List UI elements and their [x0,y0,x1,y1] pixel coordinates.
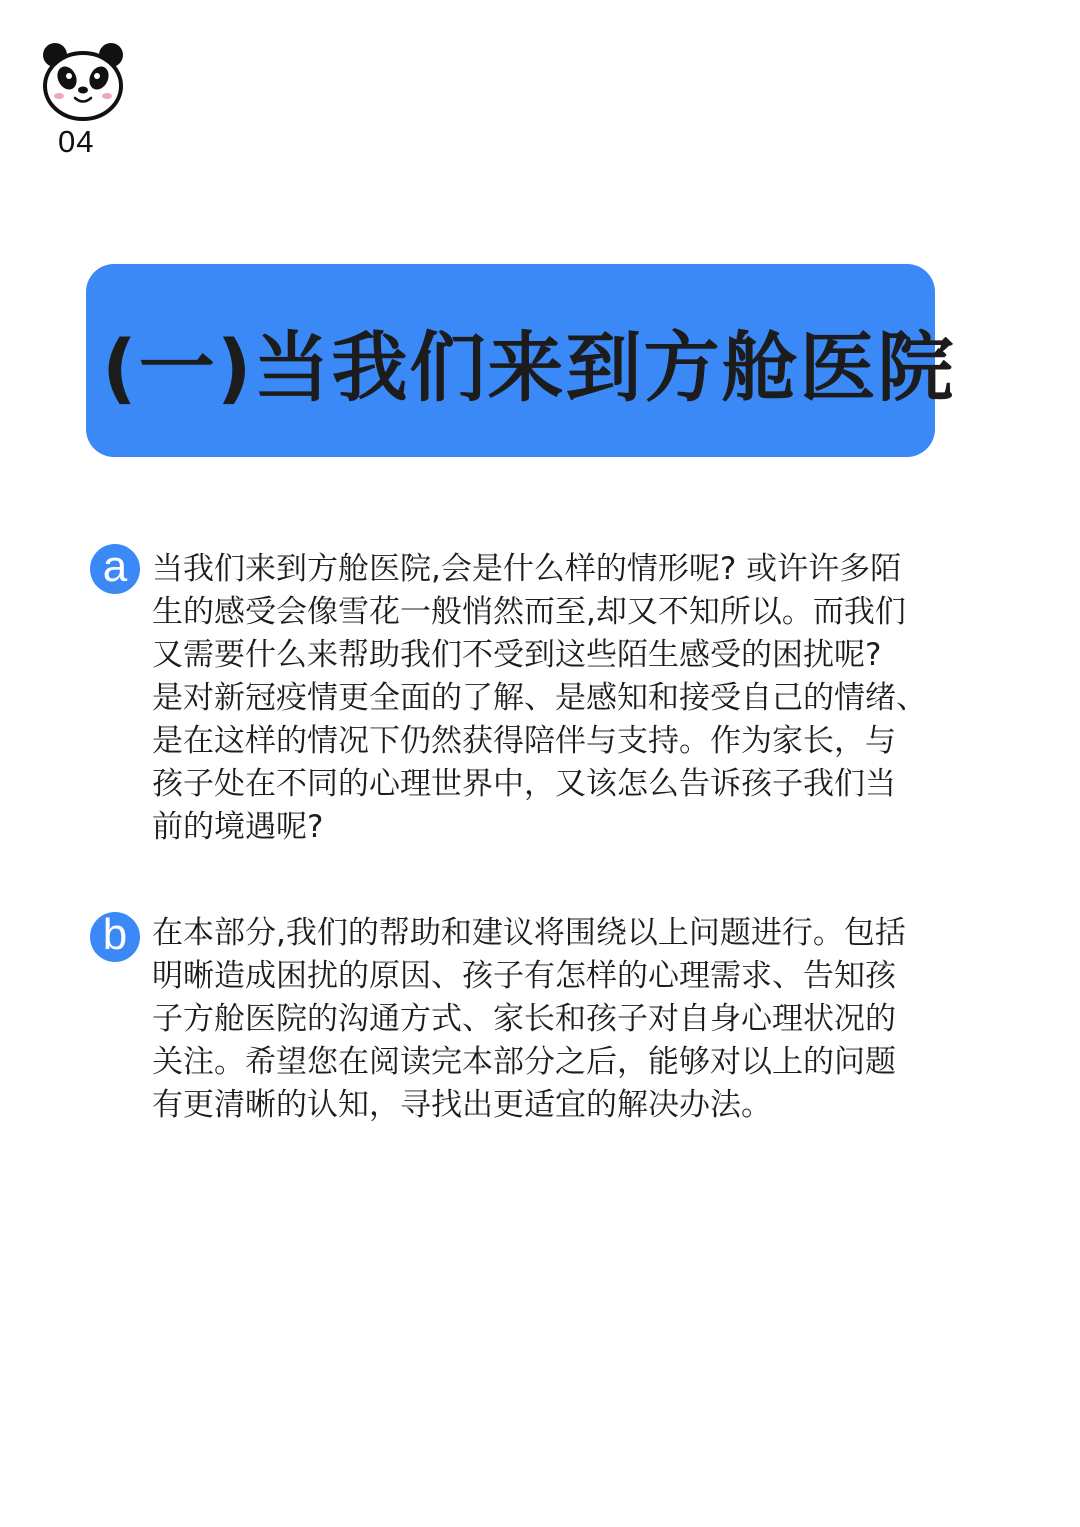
marker-b-badge: b [90,912,140,962]
paragraph-line: 是对新冠疫情更全面的了解、是感知和接受自己的情绪、 [152,680,927,716]
paragraph-line: 是在这样的情况下仍然获得陪伴与支持。作为家长，与 [152,723,896,759]
paragraph-line: 又需要什么来帮助我们不受到这些陌生感受的困扰呢? [152,637,882,673]
paragraph-line: 有更清晰的认知，寻找出更适宜的解决办法。 [152,1087,772,1123]
paragraph-line: 孩子处在不同的心理世界中，又该怎么告诉孩子我们当 [152,766,896,802]
paragraph-a [152,548,942,849]
paragraph-line: 关注。希望您在阅读完本部分之后，能够对以上的问题 [152,1044,896,1080]
paragraph-b [152,912,942,1127]
paragraph-line: 前的境遇呢? [152,809,324,845]
marker-a-badge: a [90,544,140,594]
paragraph-line: 明晰造成困扰的原因、孩子有怎样的心理需求、告知孩 [152,958,896,994]
paragraph-line: 当我们来到方舱医院,会是什么样的情形呢? 或许许多陌 [152,551,902,587]
panda-face-icon [40,40,126,122]
section-title: (一)当我们来到方舱医院 [102,323,956,412]
paragraph-line: 生的感受会像雪花一般悄然而至,却又不知所以。而我们 [152,594,906,630]
paragraph-line: 子方舱医院的沟通方式、家长和孩子对自身心理状况的 [152,1001,896,1037]
page-number: 04 [58,124,95,159]
paragraph-line: 在本部分,我们的帮助和建议将围绕以上问题进行。包括 [152,915,906,951]
